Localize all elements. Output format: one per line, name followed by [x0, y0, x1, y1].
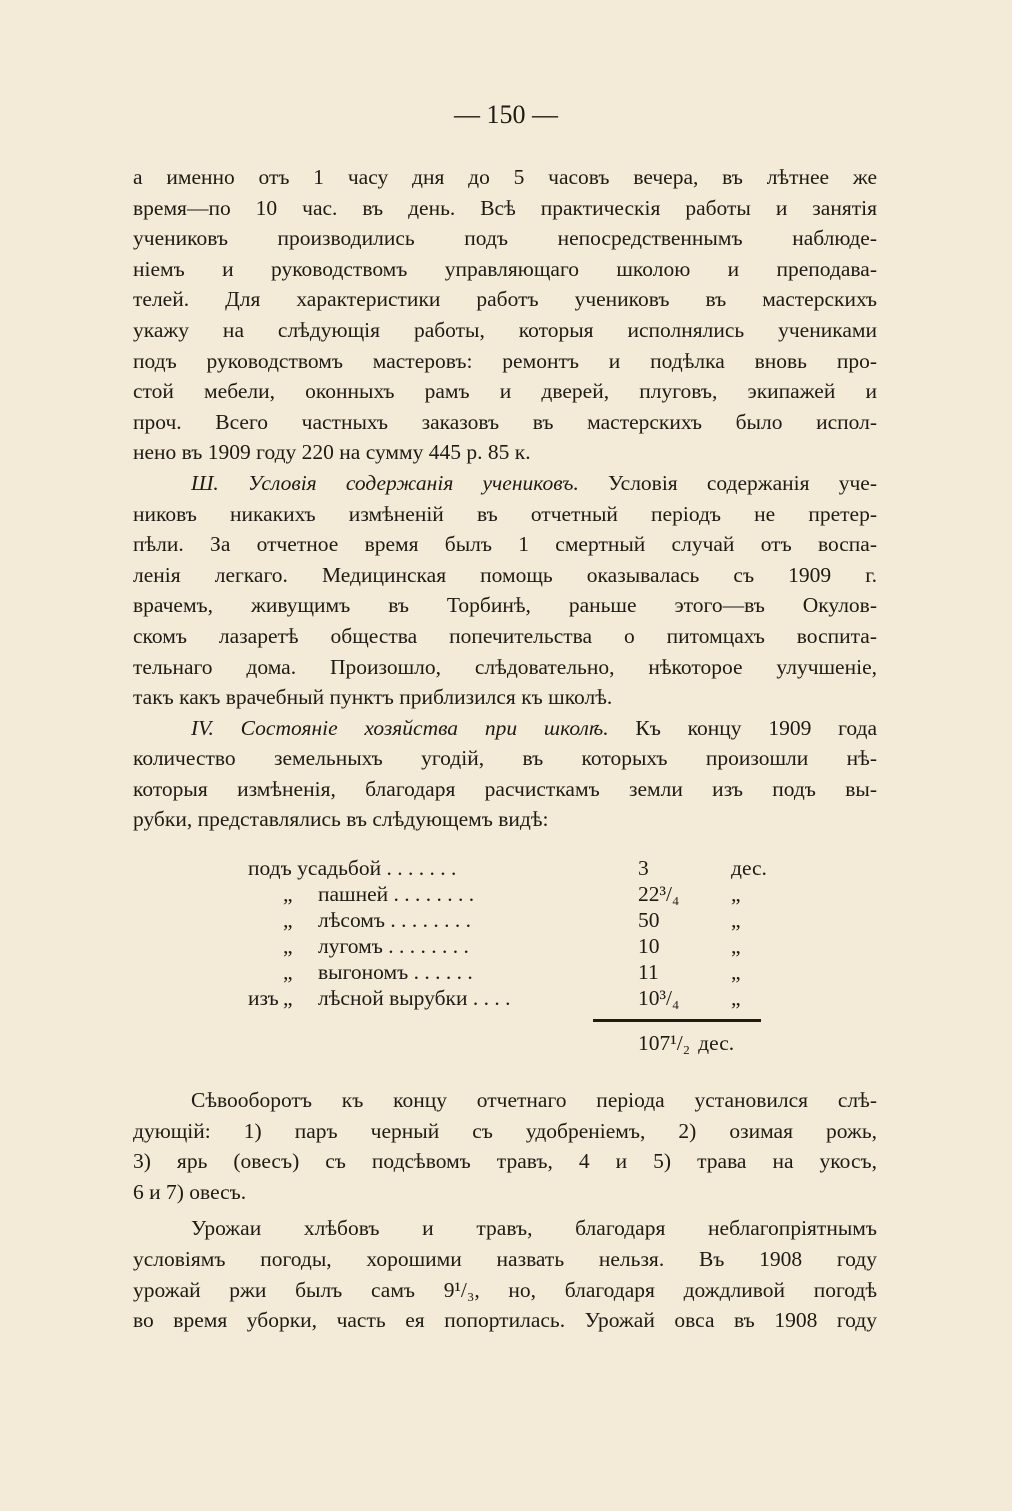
section-3-first-line [133, 468, 877, 499]
body-text-bottom [133, 1085, 877, 1336]
ditto-mark: „ [283, 908, 293, 932]
section-4-first-line [133, 713, 877, 744]
section-4-first-line-text: Къ концу 1909 года [608, 715, 878, 740]
ditto-mark: „ [283, 934, 293, 958]
land-unit: дес. [731, 856, 767, 880]
paragraph-line: телей. Для характеристики работъ учениковъ въ мастерскихъ [133, 287, 877, 312]
paragraph-line: врачемъ, живущимъ въ Торбинѣ, раньше этого—въ Окулов- [133, 593, 877, 618]
paragraph-line: Сѣвооборотъ къ концу отчетнаго періода установился слѣ- [191, 1088, 877, 1112]
paragraph-line: такъ какъ врачебный пунктъ приблизился къ школѣ. [133, 685, 613, 710]
paragraph-line: тельнаго дома. Произошло, слѣдовательно, нѣкоторое улучшеніе, [133, 654, 877, 679]
land-label: пашней . . . . . . . . [318, 882, 475, 906]
land-label: лѣсной вырубки . . . . [318, 986, 511, 1010]
paragraph-line: условіямъ погоды, хорошими назвать нельзя. Въ 1908 году [133, 1246, 877, 1271]
land-value: 50 [638, 908, 660, 932]
land-value: 3 [638, 856, 649, 880]
land-total-unit: дес. [698, 1031, 735, 1055]
paragraph-line: которыя измѣненія, благодаря расчисткамъ земли изъ подъ вы- [133, 776, 877, 801]
paragraph-line: учениковъ производились подъ непосредственнымъ наблюде- [133, 226, 877, 251]
paragraph-line: во время уборки, часть ея попортилась. Урожай овса въ 1908 году [133, 1308, 877, 1333]
paragraph-line: время—по 10 час. въ день. Всѣ практическія работы и занятія [133, 195, 877, 220]
paragraph-line: 3) ярь (овесъ) съ подсѣвомъ травъ, 4 и 5) трава на укосъ, [133, 1149, 877, 1174]
ditto-mark: „ [283, 986, 293, 1010]
section-4-heading: IV. Состояніе хозяйства при школѣ. [191, 715, 609, 740]
land-label: лугомъ . . . . . . . . [318, 934, 469, 958]
land-value: 22³/₄ [638, 882, 680, 906]
land-value: 10 [638, 934, 660, 958]
land-value: 10³/₄ [638, 986, 680, 1010]
land-label: лѣсомъ . . . . . . . . [318, 908, 472, 932]
paragraph-line: Урожаи хлѣбовъ и травъ, благодаря неблагопріятнымъ [191, 1216, 877, 1241]
land-label: выгономъ . . . . . . [318, 960, 473, 984]
paragraph-line: укажу на слѣдующія работы, которыя исполнялись учениками [133, 317, 877, 342]
paragraph-line: нено въ 1909 году 220 на сумму 445 р. 85 к. [133, 440, 531, 465]
land-row [133, 983, 877, 1013]
land-unit: „ [731, 960, 741, 984]
ditto-mark: „ [283, 882, 293, 906]
land-label: подъ усадьбой . . . . . . . [248, 856, 457, 880]
paragraph-line: подъ руководствомъ мастеровъ: ремонтъ и подѣлка вновь про- [133, 348, 877, 373]
body-text-top [133, 162, 877, 835]
paragraph-line: никовъ никакихъ измѣненій въ отчетный періодъ не претер- [133, 501, 877, 526]
land-unit: „ [731, 986, 741, 1010]
paragraph-line: рубки, представлялись въ слѣдующемъ видѣ: [133, 807, 549, 832]
paragraph-line: урожай ржи былъ самъ 9¹/₃, но, благодаря дождливой погодѣ [133, 1277, 877, 1302]
land-prefix: изъ [248, 986, 279, 1010]
land-total [638, 1031, 734, 1056]
paragraph-line: дующій: 1) паръ черный съ удобреніемъ, 2) озимая рожь, [133, 1118, 877, 1143]
ditto-mark: „ [283, 960, 293, 984]
land-total-value: 107¹/₂ [638, 1031, 691, 1055]
paragraph-line: пѣли. За отчетное время былъ 1 смертный случай отъ воспа- [133, 532, 877, 557]
paragraph-line: 6 и 7) овесъ. [133, 1179, 247, 1204]
paragraph-line: ніемъ и руководствомъ управляющаго школою и преподава- [133, 256, 877, 281]
paragraph-line: ленія легкаго. Медицинская помощь оказывалась съ 1909 г. [133, 562, 877, 587]
paragraph-line: скомъ лазаретѣ общества попечительства о питомцахъ воспита- [133, 623, 877, 648]
paragraph-line: проч. Всего частныхъ заказовъ въ мастерскихъ было испол- [133, 409, 877, 434]
paragraph-line: количество земельныхъ угодій, въ которыхъ произошли нѣ- [133, 746, 877, 771]
land-unit: „ [731, 882, 741, 906]
section-3-heading: Ш. Условія содержанія учениковъ. [191, 470, 579, 495]
section-3-first-line-text: Условія содержанія уче- [578, 470, 877, 495]
land-value: 11 [638, 960, 659, 984]
land-holdings-table [133, 853, 877, 1103]
land-unit: „ [731, 908, 741, 932]
paragraph-line: а именно отъ 1 часу дня до 5 часовъ вечера, въ лѣтнее же [133, 165, 877, 189]
paragraph-line: стой мебели, оконныхъ рамъ и дверей, плуговъ, экипажей и [133, 379, 877, 404]
page-number: — 150 — [454, 100, 558, 129]
land-unit: „ [731, 934, 741, 958]
sum-rule [593, 1019, 761, 1022]
